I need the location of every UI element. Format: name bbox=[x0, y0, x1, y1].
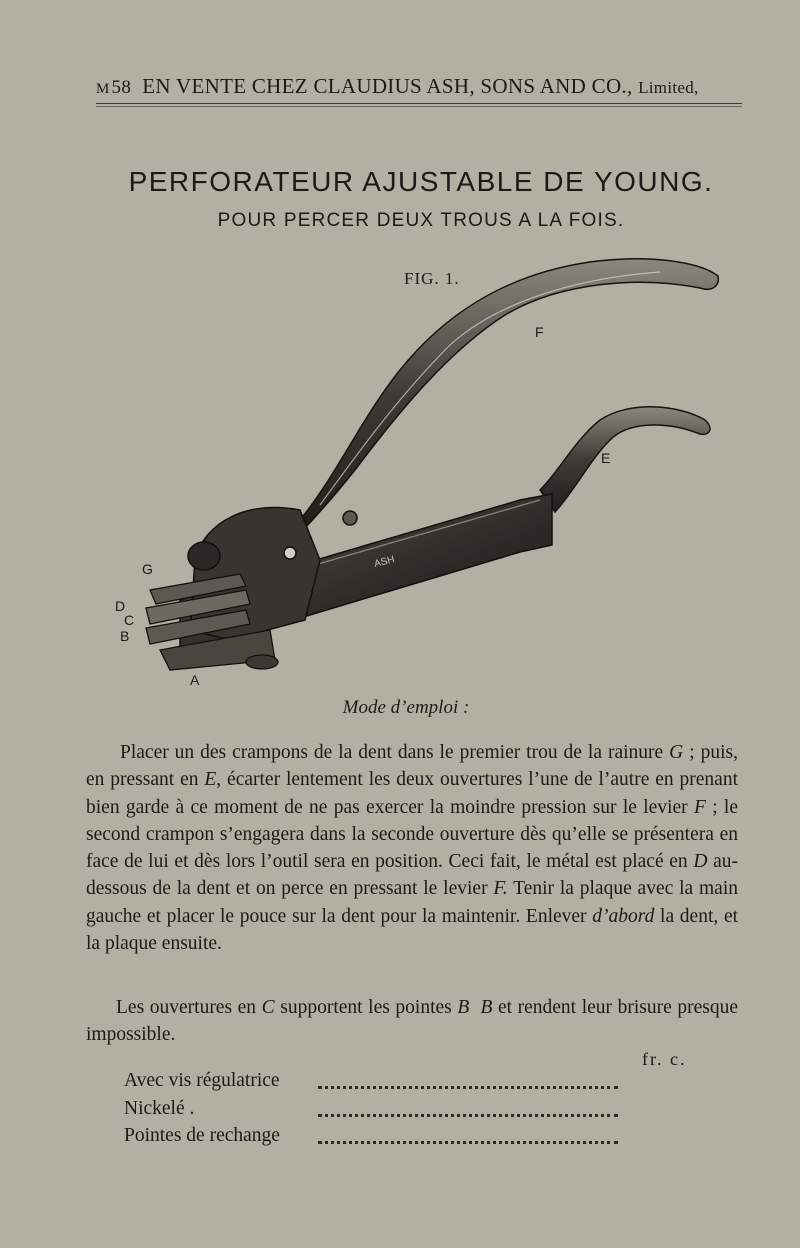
figure-letter-e: E bbox=[601, 450, 611, 466]
figure-letter-f: F bbox=[535, 324, 544, 340]
figure-label: FIG. 1. bbox=[404, 269, 460, 288]
punch-tool-illustration bbox=[100, 250, 740, 700]
running-head-suffix: Limited, bbox=[638, 78, 699, 97]
figure-letter-d: D bbox=[115, 598, 126, 614]
price-item: Avec vis régulatrice bbox=[124, 1070, 280, 1091]
mode-heading: Mode d’emploi : bbox=[342, 697, 470, 718]
price-item: Pointes de rechange bbox=[124, 1125, 280, 1146]
header-rule-2 bbox=[96, 106, 742, 107]
price-column-header: fr. c. bbox=[642, 1049, 687, 1069]
tool-engraving: ASH bbox=[373, 554, 396, 570]
figure-letter-g: G bbox=[142, 561, 153, 577]
page-title: PERFORATEUR AJUSTABLE DE YOUNG. bbox=[128, 166, 714, 197]
leader-dots bbox=[318, 1114, 618, 1117]
openings-paragraph: Les ouvertures en C supportent les pointes B B et rendent leur brisure presque impossible. bbox=[86, 997, 738, 1046]
running-head bbox=[96, 74, 746, 99]
figure-letter-a: A bbox=[190, 672, 200, 688]
figure-letter-b: B bbox=[120, 628, 130, 644]
leader-dots bbox=[318, 1086, 618, 1089]
price-item: Nickelé . bbox=[124, 1098, 195, 1119]
page-number: M 58 bbox=[96, 77, 132, 98]
figure-letter-c: C bbox=[124, 612, 135, 628]
leader-dots bbox=[318, 1141, 618, 1144]
instructions-paragraph: Placer un des crampons de la dent dans le premier trou de la rainure G ; puis, en pressant en E, écarter lentement les deux ouvertures l’une de l’autre en prenant bien garde à ce moment de ne pas exercer la moindre pression sur le levier F ; le second crampon s’engagera dans la seconde ouverture dès qu’elle se présentera en face de lui et dès lors l’outil sera en position. Ceci fait, le métal est placé en D au-dessous de la dent et on perce en pressant le levier F. Tenir la plaque avec la main gauche et placer le pouce sur la dent pour la maintenir. Enlever d’abord la dent, et la plaque ensuite. bbox=[86, 742, 739, 955]
page-subtitle: POUR PERCER DEUX TROUS A LA FOIS. bbox=[217, 210, 625, 231]
header-rule bbox=[96, 103, 742, 104]
running-head-text: EN VENTE CHEZ CLAUDIUS ASH, SONS AND CO., bbox=[142, 74, 633, 98]
